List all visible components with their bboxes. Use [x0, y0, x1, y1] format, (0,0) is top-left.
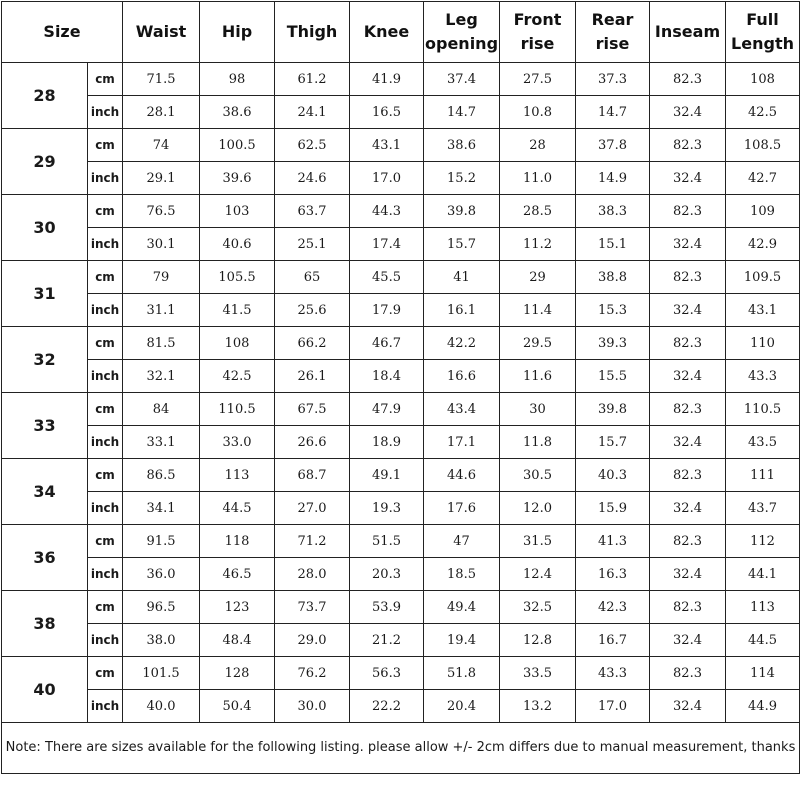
table-row [2, 624, 800, 657]
measurement-cell: 28.1 [123, 96, 200, 129]
measurement-cell: 74 [123, 129, 200, 162]
measurement-cell: 42.5 [200, 360, 275, 393]
table-row [2, 393, 800, 426]
measurement-cell: 16.7 [576, 624, 650, 657]
measurement-cell: 12.0 [500, 492, 576, 525]
measurement-cell: 50.4 [200, 690, 275, 723]
unit-label: cm [88, 657, 123, 690]
measurement-cell: 40.3 [576, 459, 650, 492]
measurement-cell: 82.3 [650, 261, 726, 294]
measurement-cell: 40.0 [123, 690, 200, 723]
measurement-cell: 11.8 [500, 426, 576, 459]
table-row [2, 327, 800, 360]
measurement-cell: 32.5 [500, 591, 576, 624]
unit-label: cm [88, 327, 123, 360]
measurement-cell: 24.1 [275, 96, 350, 129]
measurement-cell: 17.0 [576, 690, 650, 723]
note-row [2, 723, 800, 774]
measurement-cell: 15.7 [424, 228, 500, 261]
measurement-cell: 49.4 [424, 591, 500, 624]
measurement-cell: 27.0 [275, 492, 350, 525]
measurement-cell: 40.6 [200, 228, 275, 261]
measurement-cell: 11.4 [500, 294, 576, 327]
measurement-cell: 53.9 [350, 591, 424, 624]
measurement-cell: 41.5 [200, 294, 275, 327]
measurement-cell: 42.2 [424, 327, 500, 360]
measurement-cell: 45.5 [350, 261, 424, 294]
header-size: Size [2, 2, 123, 63]
unit-label: cm [88, 129, 123, 162]
table-row [2, 162, 800, 195]
table-row [2, 195, 800, 228]
measurement-cell: 33.1 [123, 426, 200, 459]
measurement-cell: 101.5 [123, 657, 200, 690]
measurement-cell: 113 [726, 591, 800, 624]
measurement-cell: 128 [200, 657, 275, 690]
measurement-cell: 110 [726, 327, 800, 360]
measurement-cell: 31.1 [123, 294, 200, 327]
measurement-cell: 32.4 [650, 492, 726, 525]
unit-label: cm [88, 393, 123, 426]
header-knee: Knee [350, 2, 424, 63]
unit-label: cm [88, 63, 123, 96]
header-thigh: Thigh [275, 2, 350, 63]
table-row [2, 690, 800, 723]
measurement-cell: 30.0 [275, 690, 350, 723]
measurement-cell: 111 [726, 459, 800, 492]
measurement-cell: 108 [726, 63, 800, 96]
measurement-cell: 42.7 [726, 162, 800, 195]
measurement-cell: 29.1 [123, 162, 200, 195]
measurement-cell: 15.7 [576, 426, 650, 459]
unit-label: cm [88, 261, 123, 294]
measurement-cell: 21.2 [350, 624, 424, 657]
measurement-cell: 48.4 [200, 624, 275, 657]
measurement-cell: 43.3 [576, 657, 650, 690]
unit-label: inch [88, 294, 123, 327]
measurement-cell: 15.5 [576, 360, 650, 393]
measurement-cell: 15.3 [576, 294, 650, 327]
table-row [2, 96, 800, 129]
measurement-cell: 26.6 [275, 426, 350, 459]
size-label: 32 [2, 327, 88, 393]
table-row [2, 591, 800, 624]
measurement-cell: 44.5 [200, 492, 275, 525]
measurement-cell: 24.6 [275, 162, 350, 195]
measurement-cell: 51.8 [424, 657, 500, 690]
table-row [2, 129, 800, 162]
unit-label: cm [88, 525, 123, 558]
measurement-cell: 32.4 [650, 624, 726, 657]
note-text: Note: There are sizes available for the following listing. please allow +/- 2cm differs due to manual measurement, thanks [2, 723, 800, 774]
measurement-cell: 47 [424, 525, 500, 558]
unit-label: inch [88, 558, 123, 591]
measurement-cell: 25.6 [275, 294, 350, 327]
unit-label: cm [88, 195, 123, 228]
measurement-cell: 20.3 [350, 558, 424, 591]
measurement-cell: 82.3 [650, 591, 726, 624]
measurement-cell: 29.5 [500, 327, 576, 360]
measurement-cell: 30 [500, 393, 576, 426]
measurement-cell: 110.5 [726, 393, 800, 426]
table-row [2, 426, 800, 459]
measurement-cell: 82.3 [650, 459, 726, 492]
measurement-cell: 43.1 [350, 129, 424, 162]
unit-label: inch [88, 360, 123, 393]
measurement-cell: 38.3 [576, 195, 650, 228]
measurement-cell: 44.5 [726, 624, 800, 657]
measurement-cell: 39.6 [200, 162, 275, 195]
measurement-cell: 19.3 [350, 492, 424, 525]
measurement-cell: 32.4 [650, 228, 726, 261]
measurement-cell: 22.2 [350, 690, 424, 723]
measurement-cell: 82.3 [650, 525, 726, 558]
header-leg-opening: Leg opening [424, 2, 500, 63]
measurement-cell: 32.4 [650, 360, 726, 393]
measurement-cell: 18.5 [424, 558, 500, 591]
measurement-cell: 44.6 [424, 459, 500, 492]
measurement-cell: 123 [200, 591, 275, 624]
header-hip: Hip [200, 2, 275, 63]
measurement-cell: 114 [726, 657, 800, 690]
measurement-cell: 14.7 [424, 96, 500, 129]
measurement-cell: 36.0 [123, 558, 200, 591]
measurement-cell: 63.7 [275, 195, 350, 228]
measurement-cell: 41.3 [576, 525, 650, 558]
measurement-cell: 28.0 [275, 558, 350, 591]
measurement-cell: 27.5 [500, 63, 576, 96]
measurement-cell: 17.4 [350, 228, 424, 261]
measurement-cell: 71.2 [275, 525, 350, 558]
measurement-cell: 47.9 [350, 393, 424, 426]
measurement-cell: 82.3 [650, 327, 726, 360]
measurement-cell: 19.4 [424, 624, 500, 657]
measurement-cell: 11.0 [500, 162, 576, 195]
measurement-cell: 14.9 [576, 162, 650, 195]
size-label: 29 [2, 129, 88, 195]
measurement-cell: 16.1 [424, 294, 500, 327]
measurement-cell: 38.0 [123, 624, 200, 657]
measurement-cell: 109.5 [726, 261, 800, 294]
size-label: 30 [2, 195, 88, 261]
measurement-cell: 30.1 [123, 228, 200, 261]
table-row [2, 657, 800, 690]
measurement-cell: 37.4 [424, 63, 500, 96]
measurement-cell: 37.8 [576, 129, 650, 162]
measurement-cell: 44.3 [350, 195, 424, 228]
measurement-cell: 62.5 [275, 129, 350, 162]
measurement-cell: 82.3 [650, 129, 726, 162]
measurement-cell: 16.6 [424, 360, 500, 393]
measurement-cell: 44.1 [726, 558, 800, 591]
measurement-cell: 96.5 [123, 591, 200, 624]
unit-label: inch [88, 690, 123, 723]
measurement-cell: 16.5 [350, 96, 424, 129]
measurement-cell: 43.5 [726, 426, 800, 459]
measurement-cell: 79 [123, 261, 200, 294]
header-waist: Waist [123, 2, 200, 63]
measurement-cell: 41 [424, 261, 500, 294]
measurement-cell: 100.5 [200, 129, 275, 162]
measurement-cell: 73.7 [275, 591, 350, 624]
measurement-cell: 46.5 [200, 558, 275, 591]
unit-label: inch [88, 228, 123, 261]
measurement-cell: 25.1 [275, 228, 350, 261]
measurement-cell: 43.4 [424, 393, 500, 426]
measurement-cell: 13.2 [500, 690, 576, 723]
measurement-cell: 17.6 [424, 492, 500, 525]
measurement-cell: 46.7 [350, 327, 424, 360]
size-label: 40 [2, 657, 88, 723]
measurement-cell: 33.0 [200, 426, 275, 459]
measurement-cell: 76.2 [275, 657, 350, 690]
measurement-cell: 82.3 [650, 63, 726, 96]
measurement-cell: 41.9 [350, 63, 424, 96]
measurement-cell: 49.1 [350, 459, 424, 492]
measurement-cell: 39.3 [576, 327, 650, 360]
measurement-cell: 32.4 [650, 162, 726, 195]
measurement-cell: 76.5 [123, 195, 200, 228]
measurement-cell: 42.3 [576, 591, 650, 624]
measurement-cell: 65 [275, 261, 350, 294]
table-row [2, 492, 800, 525]
measurement-cell: 82.3 [650, 657, 726, 690]
measurement-cell: 32.1 [123, 360, 200, 393]
measurement-cell: 82.3 [650, 393, 726, 426]
measurement-cell: 15.9 [576, 492, 650, 525]
measurement-cell: 84 [123, 393, 200, 426]
measurement-cell: 42.5 [726, 96, 800, 129]
size-label: 36 [2, 525, 88, 591]
measurement-cell: 66.2 [275, 327, 350, 360]
unit-label: inch [88, 624, 123, 657]
measurement-cell: 38.6 [200, 96, 275, 129]
measurement-cell: 32.4 [650, 96, 726, 129]
header-row [2, 2, 800, 63]
table-row [2, 558, 800, 591]
measurement-cell: 56.3 [350, 657, 424, 690]
measurement-cell: 82.3 [650, 195, 726, 228]
measurement-cell: 118 [200, 525, 275, 558]
measurement-cell: 43.3 [726, 360, 800, 393]
measurement-cell: 18.4 [350, 360, 424, 393]
measurement-cell: 20.4 [424, 690, 500, 723]
measurement-cell: 109 [726, 195, 800, 228]
measurement-cell: 33.5 [500, 657, 576, 690]
measurement-cell: 113 [200, 459, 275, 492]
size-label: 34 [2, 459, 88, 525]
measurement-cell: 112 [726, 525, 800, 558]
measurement-cell: 71.5 [123, 63, 200, 96]
measurement-cell: 38.6 [424, 129, 500, 162]
size-label: 31 [2, 261, 88, 327]
measurement-cell: 29 [500, 261, 576, 294]
unit-label: cm [88, 591, 123, 624]
table-row [2, 63, 800, 96]
measurement-cell: 32.4 [650, 426, 726, 459]
measurement-cell: 105.5 [200, 261, 275, 294]
measurement-cell: 18.9 [350, 426, 424, 459]
measurement-cell: 108.5 [726, 129, 800, 162]
table-body [2, 63, 800, 723]
measurement-cell: 17.1 [424, 426, 500, 459]
measurement-cell: 108 [200, 327, 275, 360]
table-row [2, 294, 800, 327]
measurement-cell: 61.2 [275, 63, 350, 96]
measurement-cell: 43.7 [726, 492, 800, 525]
measurement-cell: 67.5 [275, 393, 350, 426]
measurement-cell: 10.8 [500, 96, 576, 129]
measurement-cell: 30.5 [500, 459, 576, 492]
size-chart-table [1, 1, 800, 774]
measurement-cell: 32.4 [650, 294, 726, 327]
unit-label: cm [88, 459, 123, 492]
measurement-cell: 103 [200, 195, 275, 228]
unit-label: inch [88, 162, 123, 195]
table-row [2, 228, 800, 261]
header-inseam: Inseam [650, 2, 726, 63]
unit-label: inch [88, 96, 123, 129]
table-row [2, 525, 800, 558]
size-label: 33 [2, 393, 88, 459]
measurement-cell: 29.0 [275, 624, 350, 657]
measurement-cell: 16.3 [576, 558, 650, 591]
measurement-cell: 39.8 [576, 393, 650, 426]
unit-label: inch [88, 492, 123, 525]
measurement-cell: 86.5 [123, 459, 200, 492]
header-rear-rise: Rear rise [576, 2, 650, 63]
measurement-cell: 42.9 [726, 228, 800, 261]
header-full-length: Full Length [726, 2, 800, 63]
measurement-cell: 14.7 [576, 96, 650, 129]
measurement-cell: 110.5 [200, 393, 275, 426]
measurement-cell: 39.8 [424, 195, 500, 228]
measurement-cell: 12.8 [500, 624, 576, 657]
measurement-cell: 31.5 [500, 525, 576, 558]
measurement-cell: 17.9 [350, 294, 424, 327]
table-row [2, 261, 800, 294]
size-label: 38 [2, 591, 88, 657]
measurement-cell: 28 [500, 129, 576, 162]
measurement-cell: 32.4 [650, 558, 726, 591]
measurement-cell: 37.3 [576, 63, 650, 96]
table-row [2, 360, 800, 393]
measurement-cell: 68.7 [275, 459, 350, 492]
measurement-cell: 28.5 [500, 195, 576, 228]
measurement-cell: 43.1 [726, 294, 800, 327]
measurement-cell: 32.4 [650, 690, 726, 723]
unit-label: inch [88, 426, 123, 459]
measurement-cell: 26.1 [275, 360, 350, 393]
measurement-cell: 11.2 [500, 228, 576, 261]
header-front-rise: Front rise [500, 2, 576, 63]
measurement-cell: 91.5 [123, 525, 200, 558]
measurement-cell: 17.0 [350, 162, 424, 195]
measurement-cell: 34.1 [123, 492, 200, 525]
measurement-cell: 15.1 [576, 228, 650, 261]
measurement-cell: 15.2 [424, 162, 500, 195]
measurement-cell: 98 [200, 63, 275, 96]
measurement-cell: 12.4 [500, 558, 576, 591]
size-label: 28 [2, 63, 88, 129]
measurement-cell: 81.5 [123, 327, 200, 360]
table-row [2, 459, 800, 492]
measurement-cell: 51.5 [350, 525, 424, 558]
measurement-cell: 44.9 [726, 690, 800, 723]
measurement-cell: 11.6 [500, 360, 576, 393]
measurement-cell: 38.8 [576, 261, 650, 294]
